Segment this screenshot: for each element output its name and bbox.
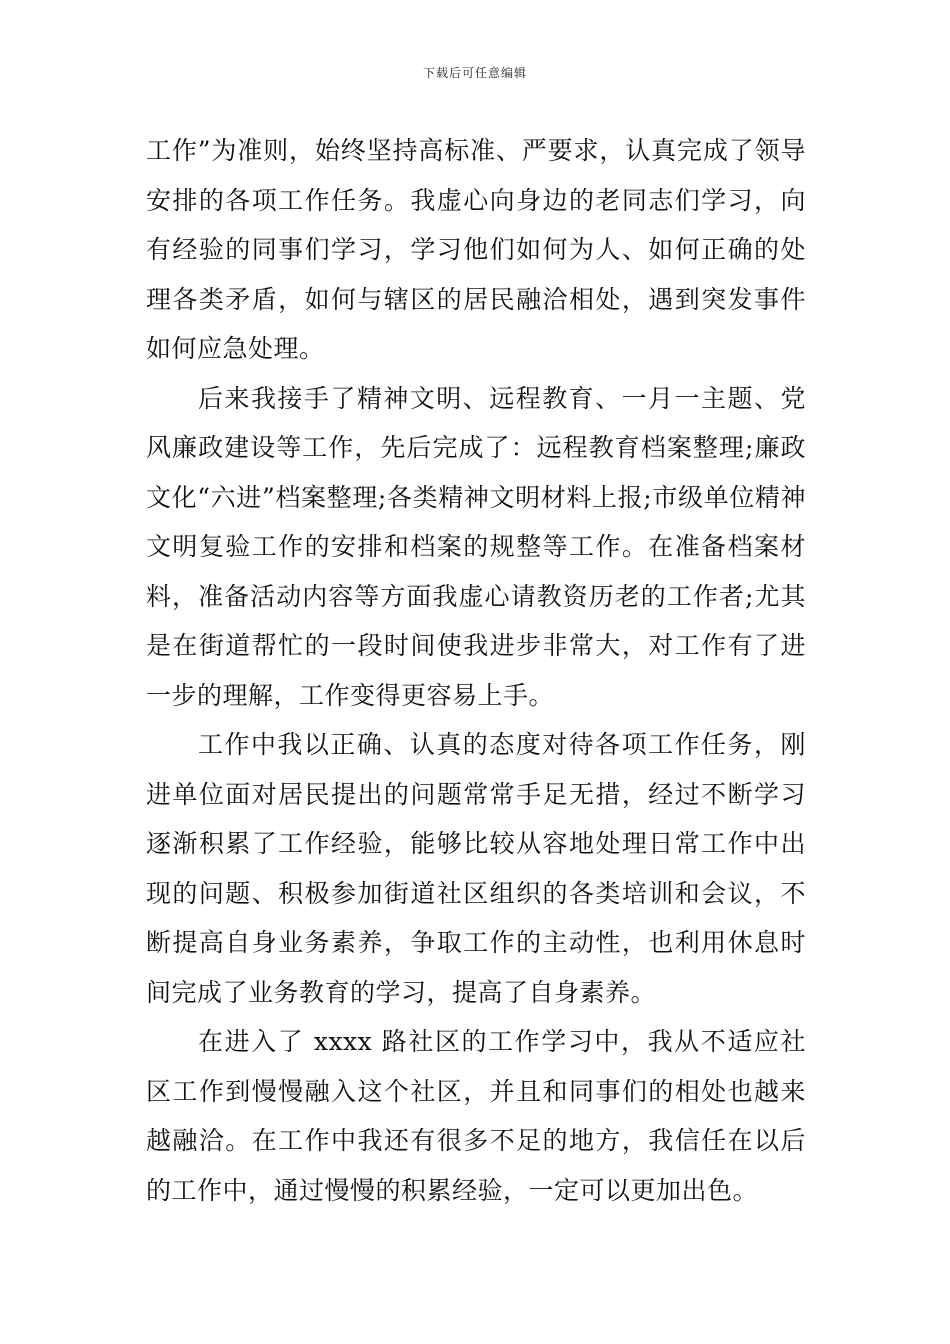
paragraph-3: 工作中我以正确、认真的态度对待各项工作任务，刚进单位面对居民提出的问题常常手足无措，经过不断学习逐渐积累了工作经验，能够比较从容地处理日常工作中出现的问题、积极参加街道社区组织的各类培训和会议，不断提高自身业务素养，争取工作的主动性，也利用休息时间完成了业务教育的学习，提高了自身素养。 — [146, 730, 806, 1007]
paragraph-2: 后来我接手了精神文明、远程教育、一月一主题、党风廉政建设等工作，先后完成了：远程教育档案整理;廉政文化“六进”档案整理;各类精神文明材料上报;市级单位精神文明复验工作的安排和档案的规整等工作。在准备档案材料，准备活动内容等方面我虚心请教资历老的工作者;尤其是在街道帮忙的一段时间使我进步非常大，对工作有了进一步的理解，工作变得更容易上手。 — [146, 383, 806, 710]
paragraph-4: 在进入了 xxxx 路社区的工作学习中，我从不适应社区工作到慢慢融入这个社区，并且和同事们的相处也越来越融洽。在工作中我还有很多不足的地方，我信任在以后的工作中，通过慢慢的积累经验，一定可以更加出色。 — [146, 1027, 806, 1205]
header-note: 下载后可任意编辑 — [422, 66, 527, 80]
document-body — [146, 126, 806, 1215]
paragraph-1: 工作”为准则，始终坚持高标准、严要求，认真完成了领导安排的各项工作任务。我虚心向身边的老同志们学习，向有经验的同事们学习，学习他们如何为人、如何正确的处理各类矛盾，如何与辖区的居民融洽相处，遇到突发事件如何应急处理。 — [146, 136, 806, 363]
